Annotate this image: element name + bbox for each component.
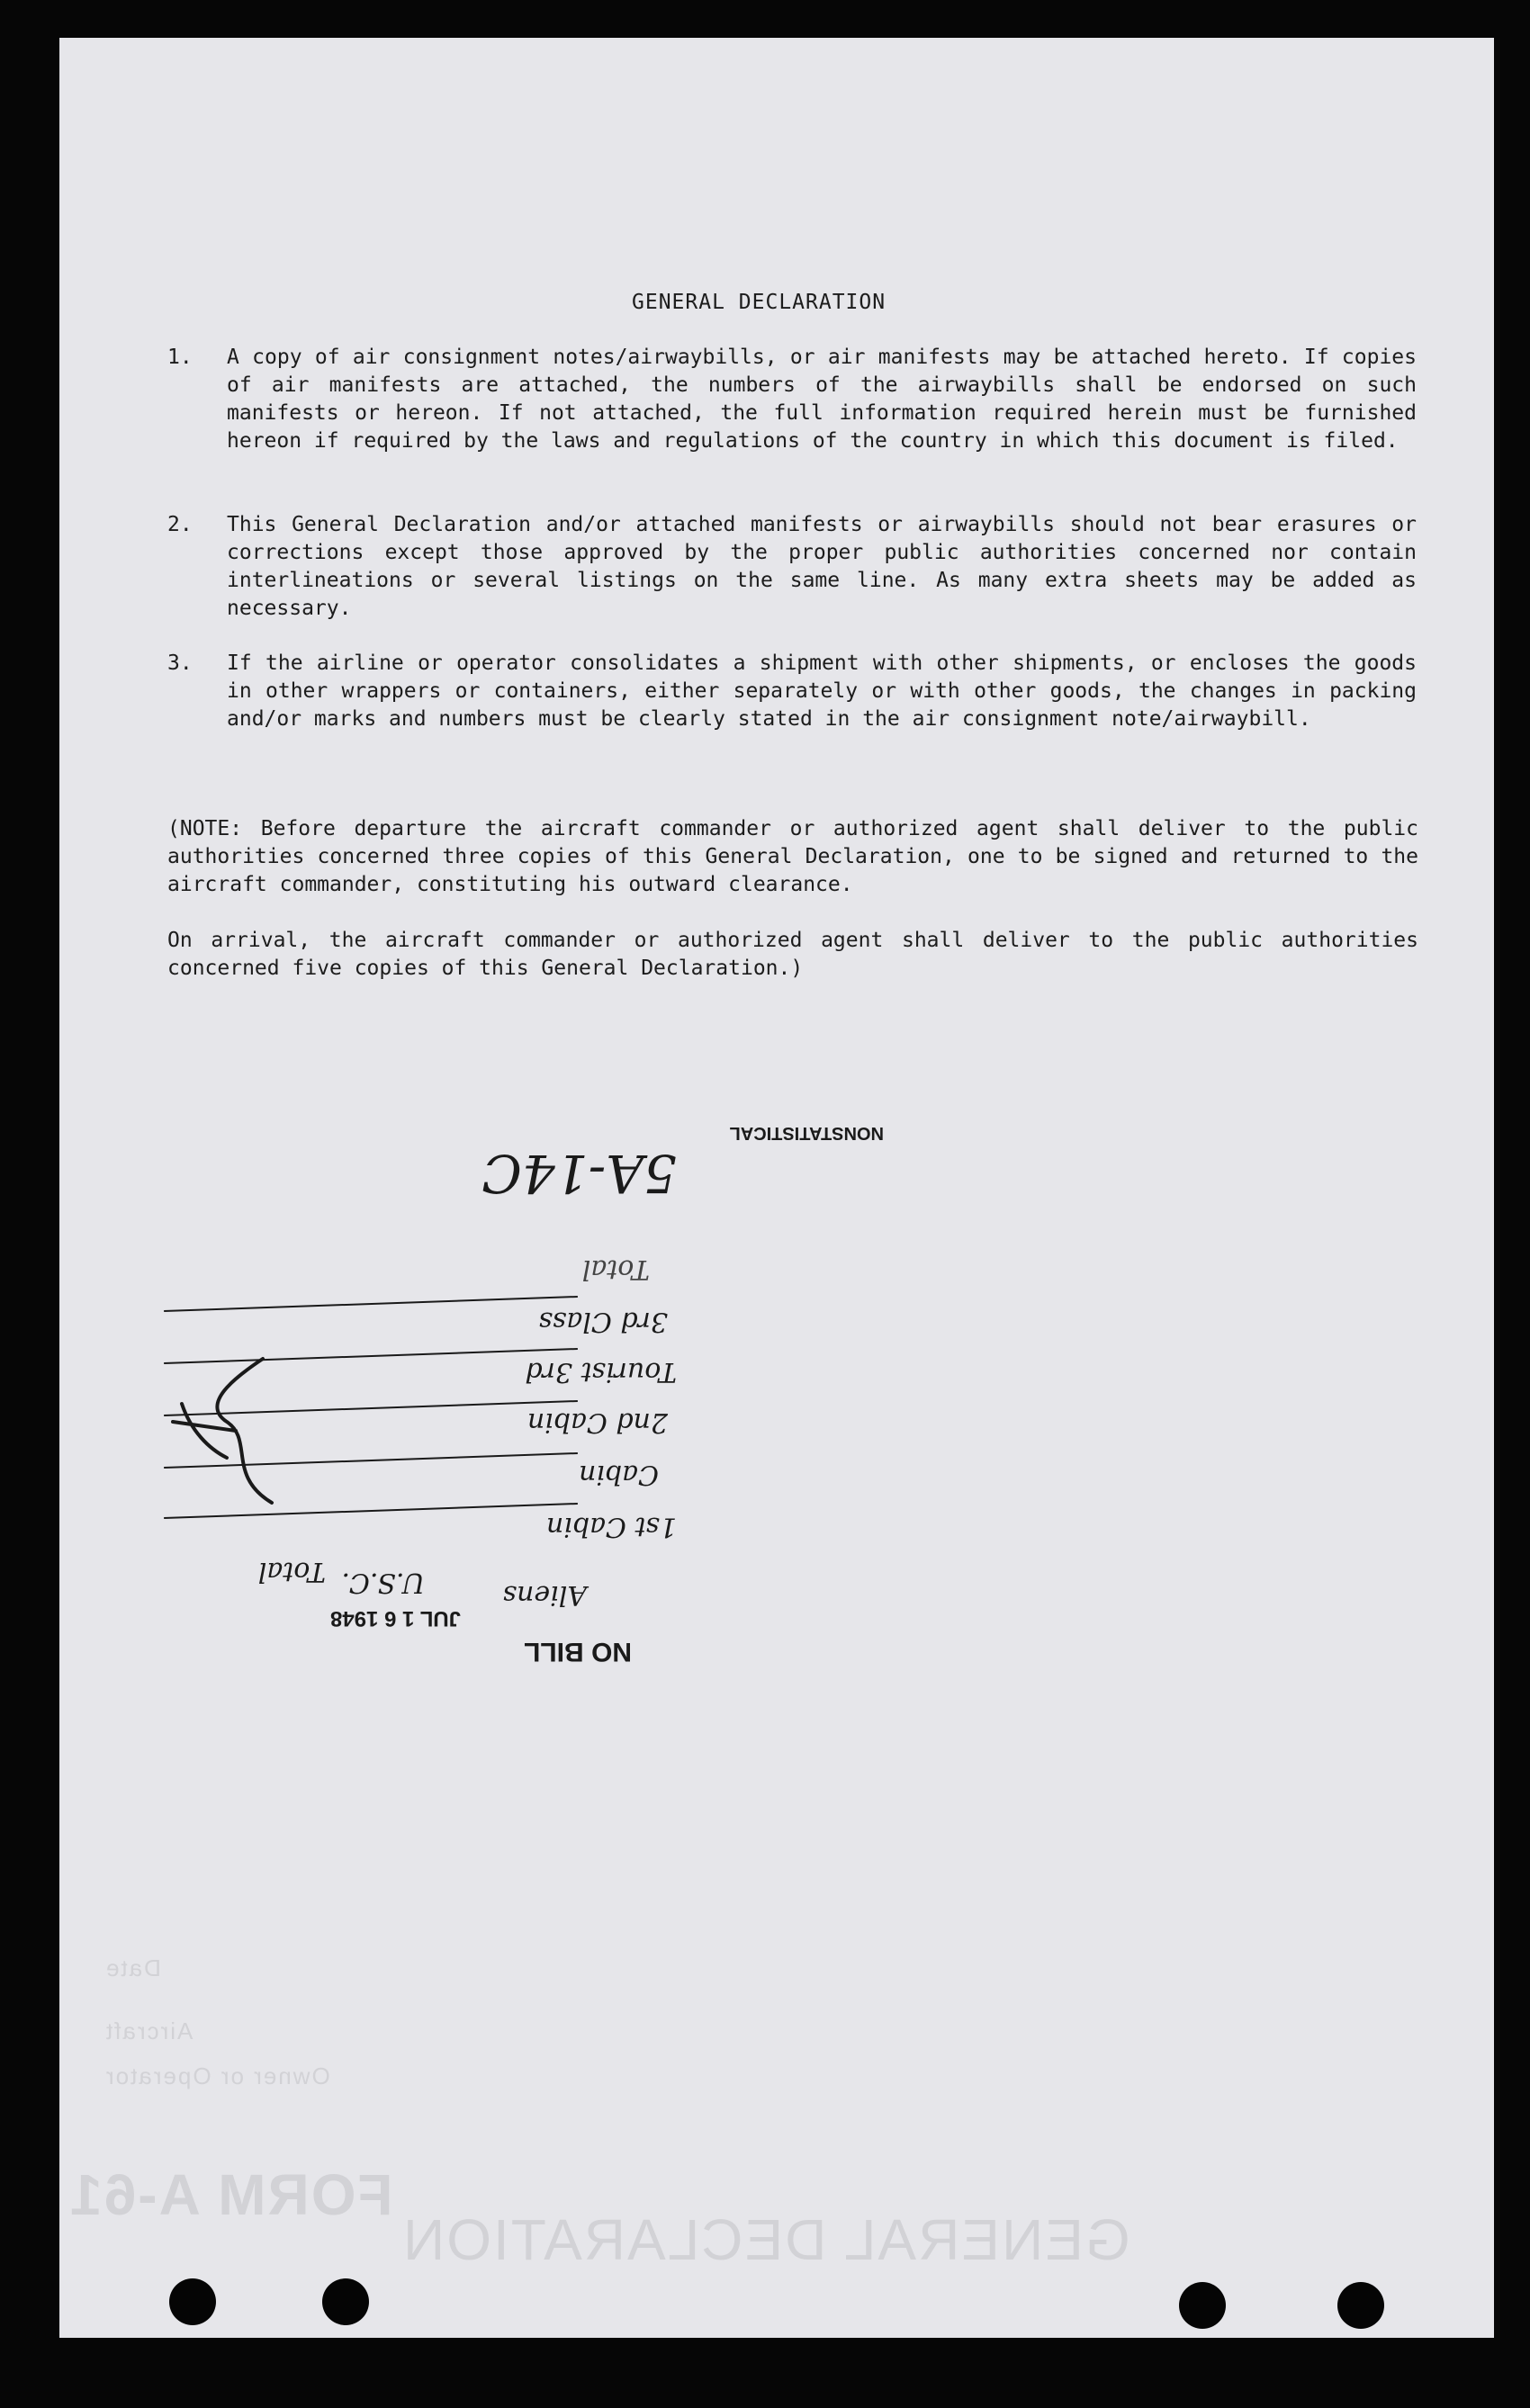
item-number: 1. [167,346,193,369]
stamp-rule [164,1296,578,1312]
show-through-form-id: FORM A-61 [68,2162,393,2227]
page-title: GENERAL DECLARATION [632,291,886,314]
stamp-no-bill: NO BILL [524,1637,632,1667]
stamp-row-2nd-cabin: 2nd Cabin [526,1406,668,1438]
stamp-row-tourist-3rd: Tourist 3rd [525,1356,677,1388]
stamp-column-aliens: Aliens [502,1579,587,1611]
punch-hole [1337,2282,1384,2329]
show-through-owner-label: Owner or Operator [104,2062,330,2089]
list-item [167,650,1418,767]
list-item [167,344,1418,488]
punch-hole [322,2278,369,2325]
stamp-column-total: Total [257,1556,326,1587]
stamp-column-usc: U.S.C. [341,1567,425,1598]
item-number: 2. [167,513,193,536]
stamp-row-cabin: Cabin [579,1459,659,1490]
document-page [59,38,1494,2338]
stamp-row-total: Total [581,1253,650,1285]
stamp-handwritten-code: 5A-14C [482,1143,677,1204]
note-arrival: On arrival, the aircraft commander or authorized agent shall deliver to the public authorities concerned five copies of this General Declaration.) [167,929,1418,980]
item-text: A copy of air consignment notes/airwaybills, or air manifests may be attached hereto. If copies of air manifests are attached, the numbers of the airwaybills shall be endorsed on such manifests or hereon. If not attached, the full information required herein must be furnished hereon if required by the laws and regulations of the country in which this document is filed. [227,346,1417,453]
item-text: If the airline or operator consolidates a shipment with other shipments, or encloses the goods in other wrappers or containers, either separately or with other goods, the changes in packing and/or marks and numbers must be clearly stated in the air consignment note/airwaybill. [227,651,1417,731]
item-number: 3. [167,651,193,675]
punch-hole [169,2278,216,2325]
list-item [167,511,1418,628]
show-through-form-title: GENERAL DECLARATION [401,2207,1130,2272]
stamp-date: JUL 1 6 1948 [330,1606,461,1631]
show-through-aircraft-label: Aircraft [104,2017,194,2044]
punch-hole [1179,2282,1226,2329]
stamp-nonstatistical: NONSTATISTICAL [729,1123,884,1143]
signature-initials-icon [164,1350,290,1512]
show-through-date-label: Date [104,1954,161,1981]
stamp-row-3rd-class: 3rd Class [538,1306,668,1337]
note-departure: (NOTE: Before departure the aircraft commander or authorized agent shall deliver to the public authorities concerned three copies of this General Declaration, one to be signed and returned to the aircraft commander, constituting his outward clearance. [167,817,1418,896]
immigration-stamp [146,1062,1028,1674]
stamp-row-1st-cabin: 1st Cabin [545,1511,677,1542]
item-text: This General Declaration and/or attached manifests or airwaybills should not bear erasures or corrections except those approved by the proper public authorities concerned nor contain interlineations or several listings on the same line. As many extra sheets may be added as necessary. [227,513,1417,620]
